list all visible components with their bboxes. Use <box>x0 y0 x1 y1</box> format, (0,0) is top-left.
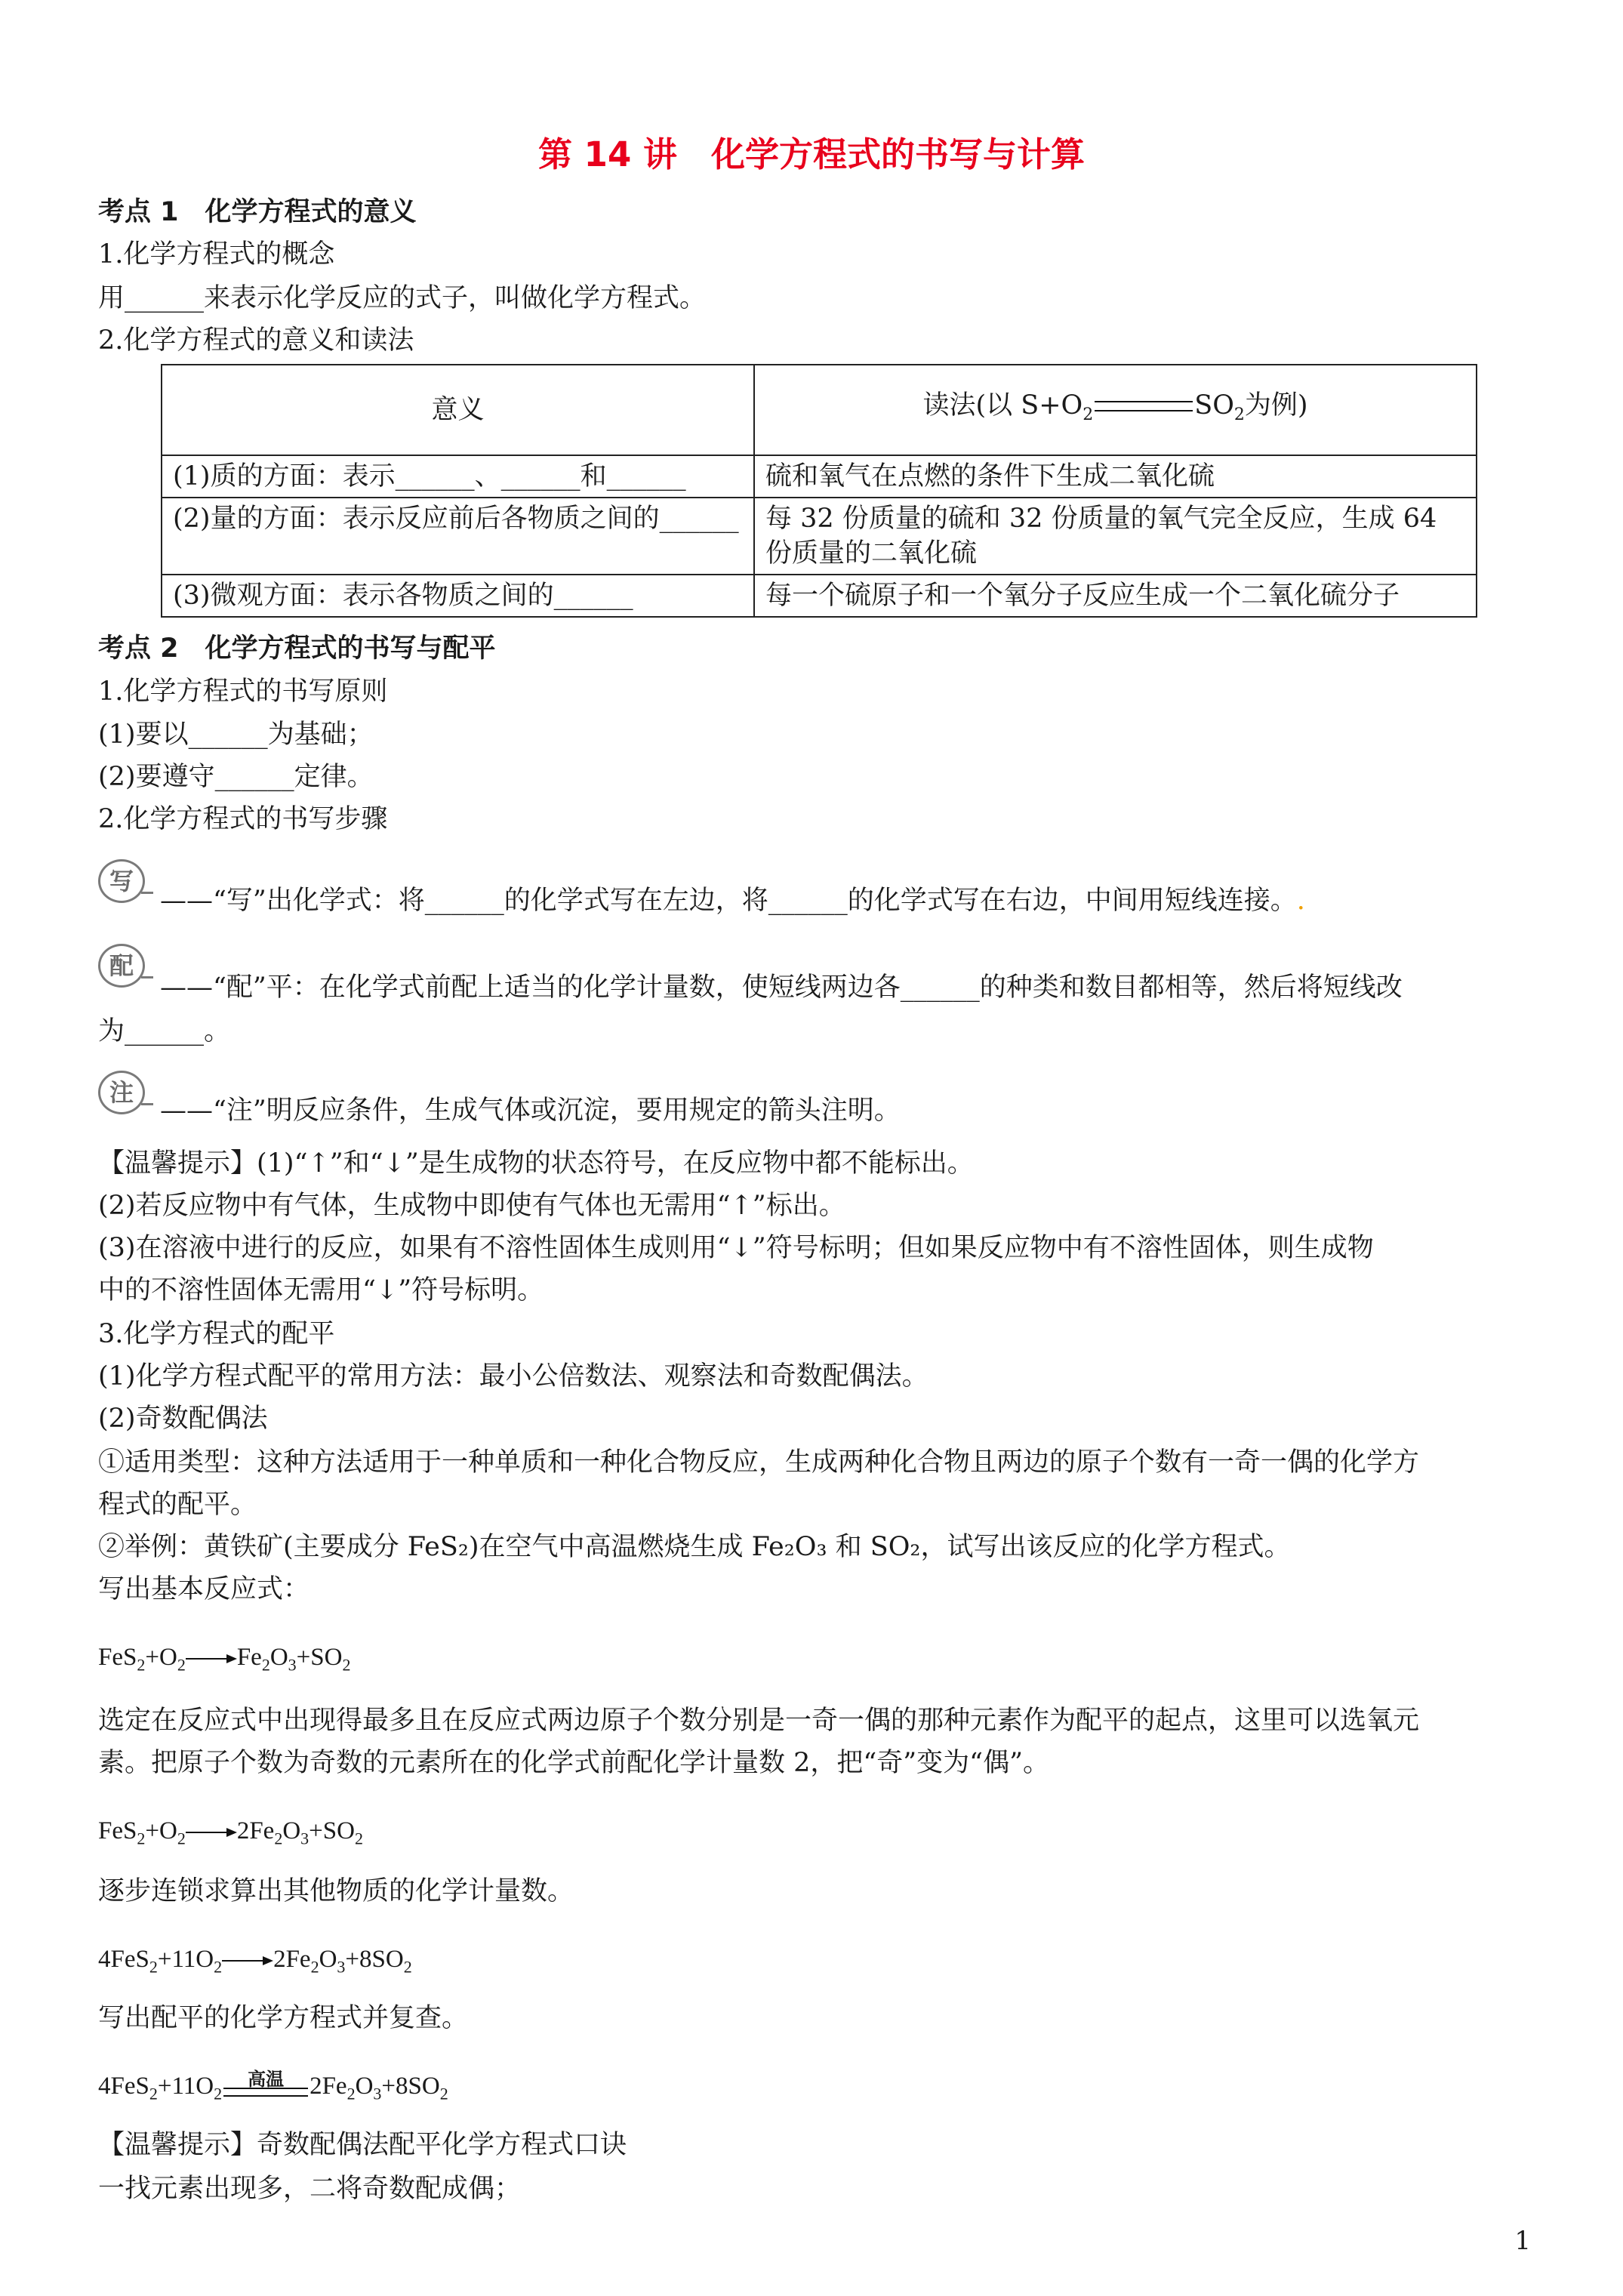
odd-even-type-b: 程式的配平。 <box>98 1490 257 1520</box>
table-cell-meaning: (1)质的方面：表示______、______和______ <box>162 455 754 498</box>
odd-even-title: (2)奇数配偶法 <box>98 1404 268 1434</box>
equation-1: $FeS_2+O_2$ $Fe_2O_3+SO_2$ <box>98 1644 351 1675</box>
equation-4: $4FeS_2+11O_2$ 高温 $2Fe_2O_3+8SO_2$ <box>98 2069 448 2103</box>
table-cell-reading: 每 32 份质量的硫和 32 份质量的氧气完全反应，生成 64 份质量的二氧化硫 <box>754 498 1477 575</box>
page-number: 1 <box>1514 2226 1531 2256</box>
note-step-icon: 注 <box>98 1071 145 1114</box>
tip-3b: 中的不溶性固体无需用“↓”符号标明。 <box>98 1275 544 1305</box>
section-heading-2: 考点 2 化学方程式的书写与配平 <box>98 633 496 664</box>
equation-2: $FeS_2+O_2$ $2Fe_2O_3+SO_2$ <box>98 1817 363 1848</box>
balance-step-text-2: 为______。 <box>98 1016 231 1046</box>
chain-calc: 逐步连锁求算出其他物质的化学计量数。 <box>98 1876 574 1906</box>
select-start-b: 素。把原子个数为奇数的元素所在的化学式前配化学计量数 2，把“奇”变为“偶”。 <box>98 1748 1049 1778</box>
table-cell-reading: 每一个硫原子和一个氧分子反应生成一个二氧化硫分子 <box>754 575 1477 617</box>
meaning-table <box>161 364 1477 618</box>
tip-4: 【温馨提示】奇数配偶法配平化学方程式口诀 <box>98 2130 627 2160</box>
select-start-a: 选定在反应式中出现得最多且在反应式两边原子个数分别是一奇一偶的那种元素作为配平的起点，这里可以选氧元 <box>98 1706 1420 1736</box>
table-cell-meaning: (3)微观方面：表示各物质之间的______ <box>162 575 754 617</box>
tip-5: 一找元素出现多，二将奇数配成偶； <box>98 2174 522 2204</box>
basic-reaction-label: 写出基本反应式： <box>98 1574 310 1604</box>
write-balanced: 写出配平的化学方程式并复查。 <box>98 2003 469 2033</box>
section-heading-1: 考点 1 化学方程式的意义 <box>98 197 417 227</box>
write-step-icon: 写 <box>98 859 145 903</box>
tip-1: 【温馨提示】(1)“↑”和“↓”是生成物的状态符号，在反应物中都不能标出。 <box>98 1148 974 1179</box>
principle-2: (2)要遵守______定律。 <box>98 762 374 792</box>
concept-text: 用______来表示化学反应的式子，叫做化学方程式。 <box>98 283 707 313</box>
high-temp-equals: 高温 <box>222 2073 310 2103</box>
table-header-reading: 读法(以 $S+O_2$ $SO_2$为例) <box>754 365 1477 455</box>
tip-2: (2)若反应物中有气体，生成物中即使有气体也无需用“↑”标出。 <box>98 1191 845 1221</box>
odd-even-type-a: ①适用类型：这种方法适用于一种单质和一种化合物反应，生成两种化合物且两边的原子个数有一奇一偶的化学方 <box>98 1447 1420 1478</box>
write-step-text: ——“写”出化学式：将______的化学式写在左边，将______的化学式写在右边，中间用短线连接。. <box>160 886 1305 916</box>
tip-3a: (3)在溶液中进行的反应，如果有不溶性固体生成则用“↓”符号标明；但如果反应物中有不溶性固体，则生成物 <box>98 1233 1374 1263</box>
principle-title: 1.化学方程式的书写原则 <box>98 676 388 707</box>
arrow-icon <box>222 1953 273 1968</box>
steps-title: 2.化学方程式的书写步骤 <box>98 804 388 834</box>
arrow-icon <box>186 1825 237 1840</box>
meaning-title: 2.化学方程式的意义和读法 <box>98 325 414 356</box>
balance-step-text: ——“配”平：在化学式前配上适当的化学计量数，使短线两边各______的种类和数目都相等，然后将短线改 <box>160 972 1403 1003</box>
note-step-text: ——“注”明反应条件，生成气体或沉淀，要用规定的箭头注明。 <box>160 1096 901 1126</box>
equation-3: $4FeS_2+11O_2$ $2Fe_2O_3+8SO_2$ <box>98 1946 412 1977</box>
balance-step-icon: 配 <box>98 944 145 988</box>
balancing-title: 3.化学方程式的配平 <box>98 1319 335 1349</box>
principle-1: (1)要以______为基础； <box>98 720 374 750</box>
table-header-meaning: 意义 <box>162 365 754 455</box>
equals-sign <box>1095 401 1193 411</box>
arrow-icon <box>186 1651 237 1666</box>
concept-title: 1.化学方程式的概念 <box>98 239 335 270</box>
table-cell-reading: 硫和氧气在点燃的条件下生成二氧化硫 <box>754 455 1477 498</box>
table-cell-meaning: (2)量的方面：表示反应前后各物质之间的______ <box>162 498 754 575</box>
page-title: 第 14 讲 化学方程式的书写与计算 <box>538 134 1085 174</box>
example-text: ②举例：黄铁矿(主要成分 FeS₂)在空气中高温燃烧生成 Fe₂O₃ 和 SO₂，试写出该反应的化学方程式。 <box>98 1532 1291 1562</box>
balancing-methods: (1)化学方程式配平的常用方法：最小公倍数法、观察法和奇数配偶法。 <box>98 1361 929 1391</box>
